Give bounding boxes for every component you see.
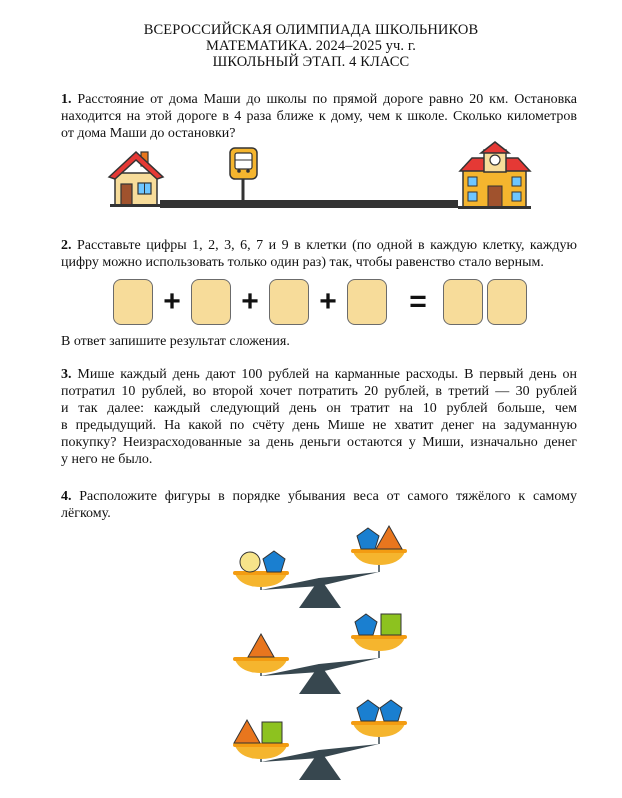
bus-stop-sign-icon <box>230 148 257 202</box>
balance-scales <box>225 520 425 780</box>
pentagon-shape <box>355 614 377 635</box>
plus-sign: + <box>319 285 337 318</box>
triangle-shape <box>376 526 402 549</box>
subject-year: МАТЕМАТИКА. 2024–2025 уч. г. <box>205 38 417 54</box>
pentagon-shape <box>357 528 379 549</box>
square-shape <box>262 722 282 743</box>
road-illustration <box>100 140 540 215</box>
road <box>160 200 458 208</box>
answer-cell[interactable] <box>113 279 153 325</box>
problem-number: 3. <box>61 367 72 382</box>
problem-4: 4. Расположите фигуры в порядке убывания веса от самого тяжёлого к самому лёгкому. <box>61 489 577 521</box>
answer-cell[interactable] <box>191 279 231 325</box>
answer-cell[interactable] <box>269 279 309 325</box>
square-shape <box>381 614 401 635</box>
problem-1: 1. Расстояние от дома Маши до школы по прямой дороге равно 20 км. Остановка находится на этой дороге в 4 раза ближе к дому, чем к школе. Сколько километров от дома Маши до остановки? <box>61 92 577 141</box>
problem-number: 1. <box>61 92 72 107</box>
pentagon-shape <box>357 700 379 721</box>
answer-cell[interactable] <box>443 279 483 325</box>
scale-1 <box>233 526 407 608</box>
problem-2-note: В ответ запишите результат сложения. <box>61 334 290 349</box>
plus-sign: + <box>163 285 181 318</box>
pentagon-shape <box>380 700 402 721</box>
triangle-shape <box>248 634 274 657</box>
answer-cell[interactable] <box>487 279 527 325</box>
stage-grade: ШКОЛЬНЫЙ ЭТАП. 4 КЛАСС <box>212 54 410 70</box>
olympiad-title: ВСЕРОССИЙСКАЯ ОЛИМПИАДА ШКОЛЬНИКОВ <box>143 22 479 38</box>
answer-cell[interactable] <box>347 279 387 325</box>
pentagon-shape <box>263 551 285 572</box>
school-icon <box>458 142 531 209</box>
plus-sign: + <box>241 285 259 318</box>
scale-3 <box>233 700 407 780</box>
scale-2 <box>233 614 407 694</box>
problem-number: 2. <box>61 238 72 253</box>
problem-3: 3. Мише каждый день дают 100 рублей на карманные расходы. В первый день он потратил 10 рублей, во второй хочет потратить 20 рублей, в третий — 30 рублей и так далее: каждый следующий день он тратит на 10 рублей больше, чем в предыдущий. На какой по счёту день Мише не хватит денег на задуманную покупку? Неизрасходованные за день деньги остаются у Миши, изначально денег у него не было. <box>61 367 577 467</box>
problem-number: 4. <box>61 489 72 504</box>
equals-sign: = <box>409 285 427 318</box>
house-icon <box>109 152 163 207</box>
problem-2: 2. Расставьте цифры 1, 2, 3, 6, 7 и 9 в клетки (по одной в каждую клетку, каждую цифру можно использовать только один раз) так, чтобы равенство стало верным. <box>61 238 577 270</box>
triangle-shape <box>234 720 260 743</box>
circle-shape <box>240 552 260 572</box>
